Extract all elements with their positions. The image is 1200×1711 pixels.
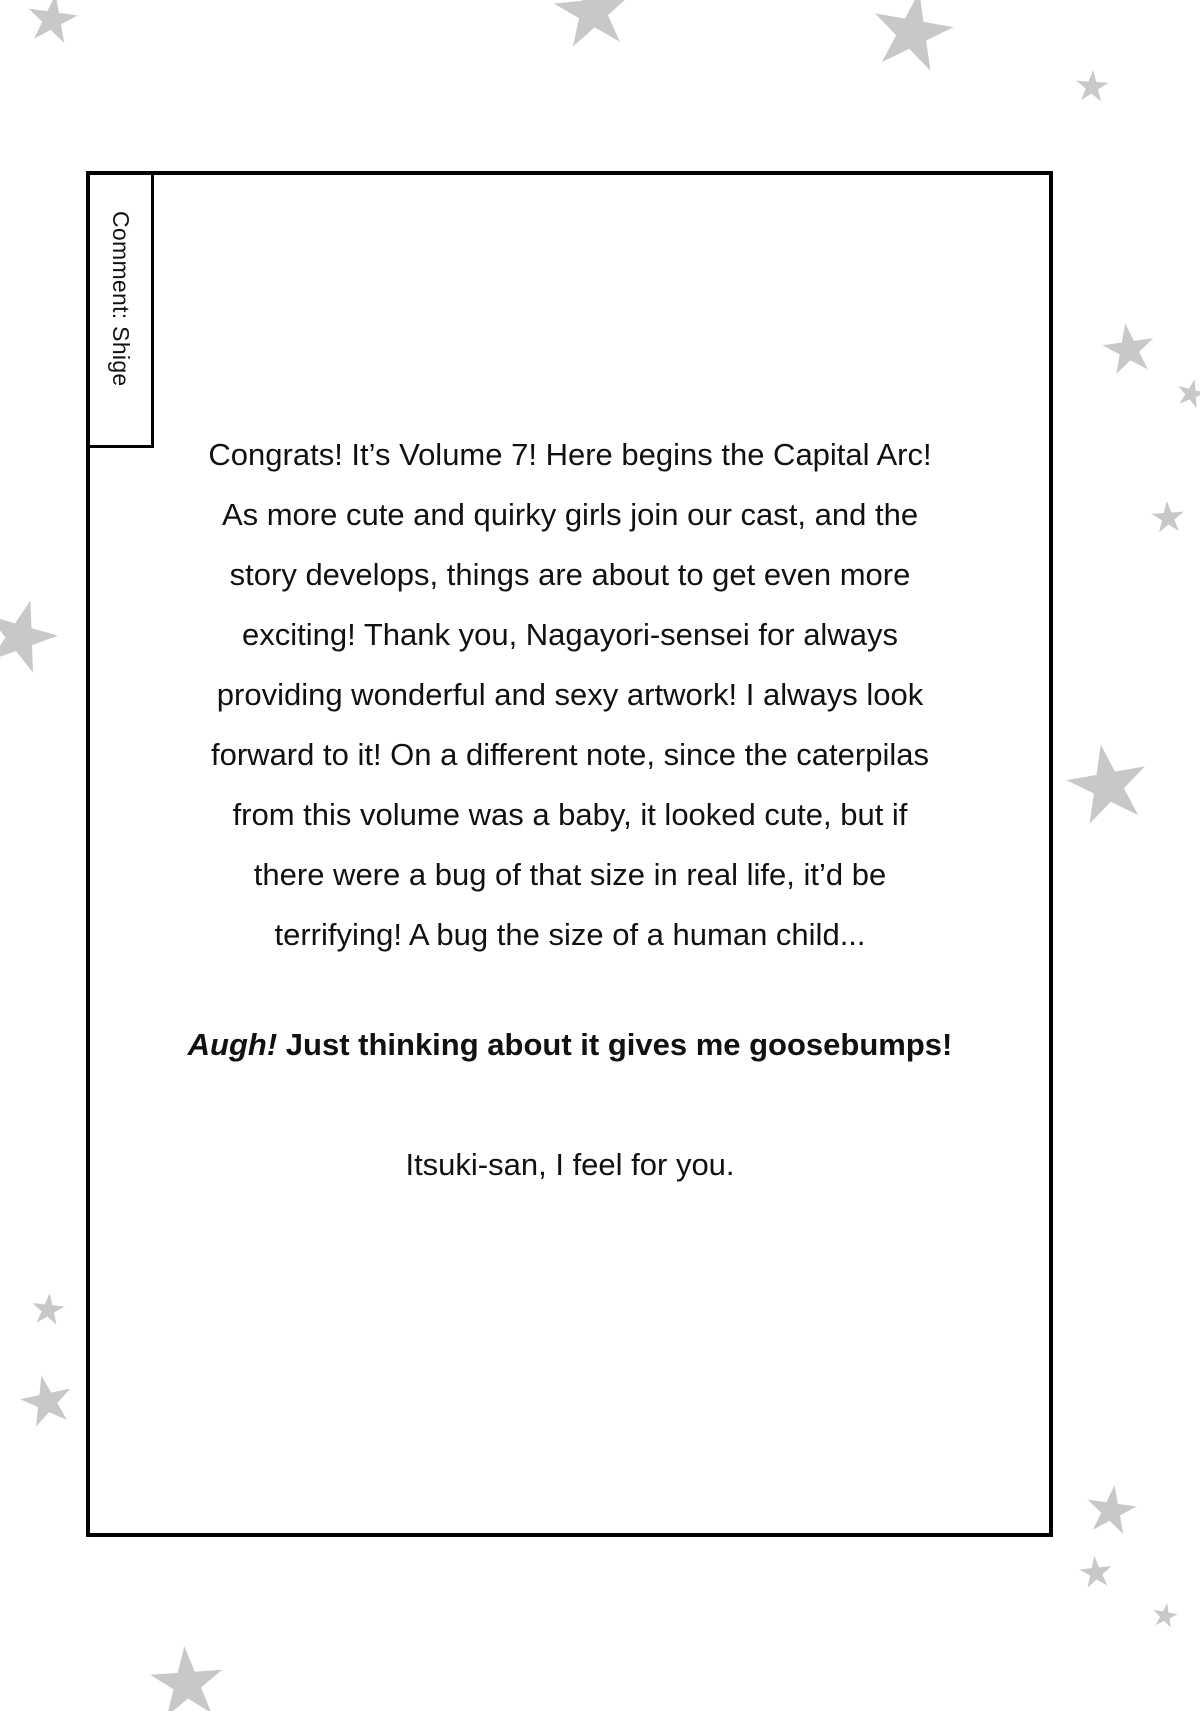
comment-line: story develops, things are about to get even more [229,557,911,592]
comment-line: terrifying! A bug the size of a human child... [274,917,866,952]
star-icon [16,1370,76,1428]
comment-line: forward to it! On a different note, since the caterpilas [211,737,929,772]
comment-line: As more cute and quirky girls join our cast, and the [221,497,919,532]
star-icon [867,0,959,73]
star-icon [148,1644,225,1711]
star-icon [1061,738,1153,827]
goosebumps-text: Just thinking about it gives me goosebumps! [277,1027,953,1062]
augh-interjection: Augh! [187,1027,278,1062]
star-icon [25,0,81,44]
star-icon [30,1291,65,1325]
star-icon [1174,376,1200,409]
comment-body [180,425,960,1195]
star-icon [1084,1482,1140,1535]
signoff-line: Itsuki-san, I feel for you. [405,1147,735,1182]
star-icon [1078,1554,1113,1588]
star-icon [1100,320,1158,376]
comment-line: from this volume was a baby, it looked cute, but if [232,797,908,832]
comment-tab [90,175,154,448]
comment-line: providing wonderful and sexy artwork! I always look [216,677,924,712]
comment-frame [86,171,1053,1537]
star-icon [1151,500,1185,533]
star-icon [551,0,634,48]
star-icon [1075,69,1109,102]
goosebumps-exclamation [180,1015,960,1075]
comment-line: exciting! Thank you, Nagayori-sensei for always [242,617,898,652]
star-icon [0,591,65,677]
comment-line: there were a bug of that size in real life, it’d be [253,857,887,892]
comment-tab-label: Comment: Shige [108,211,134,387]
comment-line: Congrats! It’s Volume 7! Here begins the Capital Arc! [208,437,932,472]
star-icon [1151,1601,1179,1628]
